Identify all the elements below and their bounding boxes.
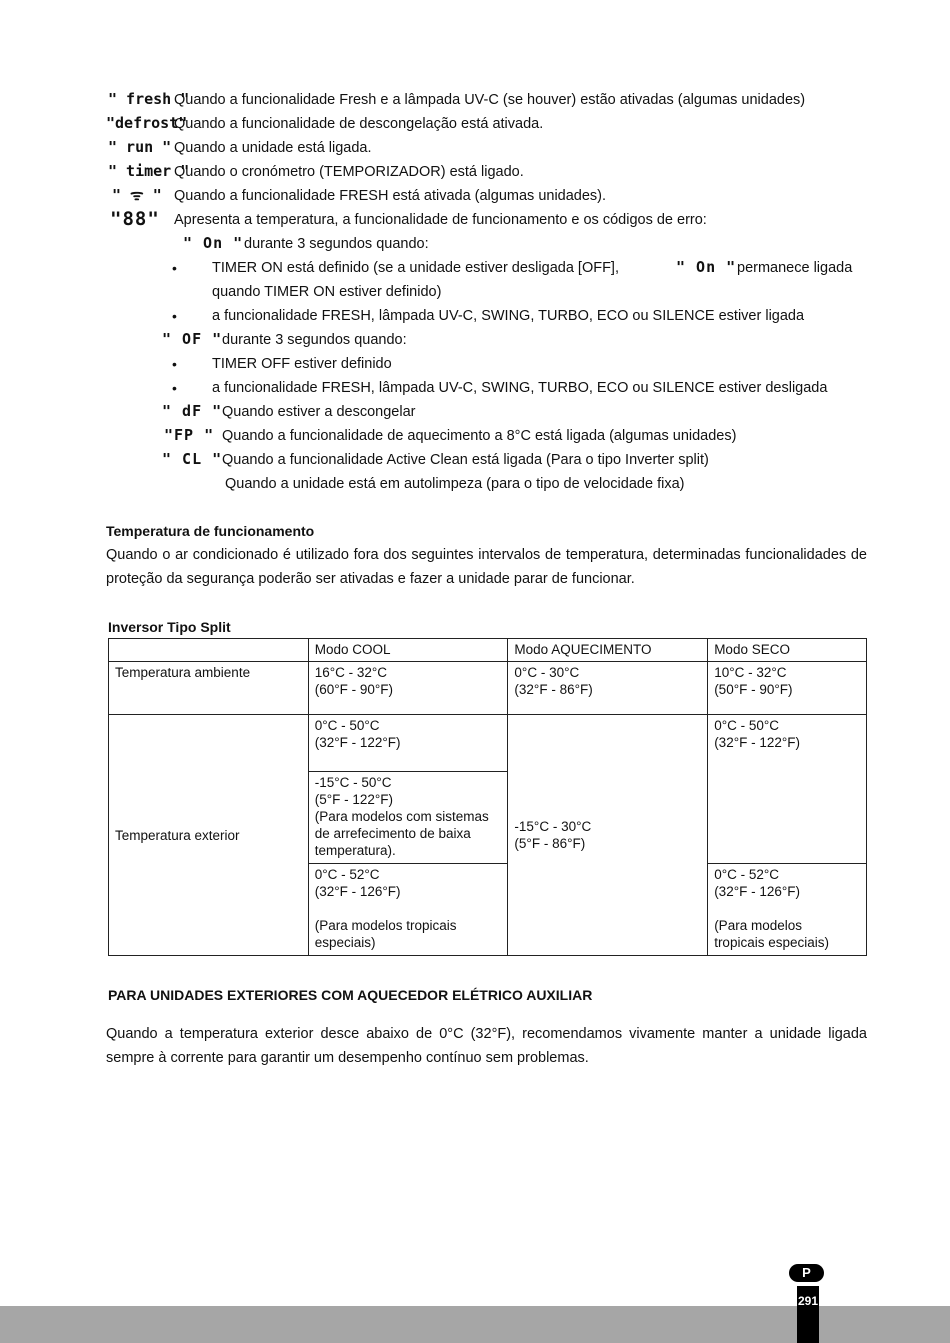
defrost-code-text: Quando estiver a descongelar — [222, 404, 416, 420]
outdoor-label-cell: Temperatura exterior — [109, 715, 309, 956]
language-badge: P — [789, 1264, 824, 1282]
page-number: 291 — [797, 1294, 819, 1308]
timer-indicator-text: Quando o cronómetro (TEMPORIZADOR) está ligado. — [174, 164, 524, 180]
off-bullet-1-text: TIMER OFF estiver definido — [212, 356, 392, 372]
outdoor-heat-cell: -15°C - 30°C (5°F - 86°F) — [508, 715, 708, 956]
table-caption: Inversor Tipo Split — [108, 619, 231, 635]
ambient-label-cell: Temperatura ambiente — [109, 662, 309, 715]
table-header-cell — [109, 639, 309, 662]
off-code-text: durante 3 segundos quando: — [222, 332, 407, 348]
on-bullet-2-text: a funcionalidade FRESH, lâmpada UV-C, SWING, TURBO, ECO ou SILENCE estiver ligada — [212, 308, 805, 324]
ambient-dry-cell: 10°C - 32°C (50°F - 90°F) — [708, 662, 867, 715]
bullet-icon: • — [172, 356, 177, 372]
cl-code-icon: " CL " — [162, 450, 223, 468]
wifi-indicator-text: Quando a funcionalidade FRESH está ativada (algumas unidades). — [174, 188, 607, 204]
fp-code-text: Quando a funcionalidade de aquecimento a 8°C está ligada (algumas unidades) — [222, 428, 737, 444]
defrost-indicator-icon: "defrost" — [106, 114, 188, 132]
table-header-cell: Modo SECO — [708, 639, 867, 662]
fresh-indicator-icon: " fresh " — [108, 90, 190, 108]
fp-code-icon: "FP " — [164, 426, 215, 444]
off-code-icon: " OF " — [162, 330, 223, 348]
on-code-text: durante 3 segundos quando: — [244, 236, 429, 252]
table-header-cell: Modo COOL — [308, 639, 508, 662]
run-indicator-icon: " run " — [108, 138, 172, 156]
temperature-display-icon: "88" — [110, 208, 160, 230]
on-bullet-1-continuation: quando TIMER ON estiver definido) — [212, 284, 442, 300]
wifi-indicator-icon: " ᯤ " — [112, 186, 162, 204]
table-header-row — [109, 639, 867, 662]
temperature-display-text: Apresenta a temperatura, a funcionalidade de funcionamento e os códigos de erro: — [174, 212, 707, 228]
outdoor-cool-cell-2: -15°C - 50°C (5°F - 122°F) (Para modelos com sistemas de arrefecimento de baixa temperatura). — [308, 772, 508, 864]
operating-temp-heading: Temperatura de funcionamento — [106, 523, 315, 539]
on-bullet-1-suffix: permanece ligada — [737, 260, 853, 276]
outdoor-dry-cell-2: 0°C - 52°C (32°F - 126°F) (Para modelos tropicais especiais) — [708, 864, 867, 956]
on-code-inline-icon: " On " — [676, 258, 737, 276]
aux-heater-heading: PARA UNIDADES EXTERIORES COM AQUECEDOR ELÉTRICO AUXILIAR — [108, 987, 593, 1003]
ambient-heat-cell: 0°C - 30°C (32°F - 86°F) — [508, 662, 708, 715]
run-indicator-text: Quando a unidade está ligada. — [174, 140, 372, 156]
defrost-code-icon: " dF " — [162, 402, 223, 420]
outdoor-cool-cell-1: 0°C - 50°C (32°F - 122°F) — [308, 715, 508, 772]
table-row — [109, 662, 867, 715]
temperature-table — [108, 638, 867, 956]
bullet-icon: • — [172, 260, 177, 276]
timer-indicator-icon: " timer " — [108, 162, 190, 180]
fresh-indicator-text: Quando a funcionalidade Fresh e a lâmpada UV-C (se houver) estão ativadas (algumas unidades) — [174, 92, 806, 108]
table-header-cell: Modo AQUECIMENTO — [508, 639, 708, 662]
operating-temp-paragraph: Quando o ar condicionado é utilizado fora dos seguintes intervalos de temperatura, determinadas funcionalidades de proteção da segurança poderão ser ativadas e fazer a unidade parar de funcionar. — [106, 547, 867, 587]
table-row — [109, 715, 867, 772]
bullet-icon: • — [172, 380, 177, 396]
cl-code-extra-text: Quando a unidade está em autolimpeza (para o tipo de velocidade fixa) — [225, 476, 685, 492]
outdoor-cool-cell-3: 0°C - 52°C (32°F - 126°F) (Para modelos tropicais especiais) — [308, 864, 508, 956]
cl-code-text: Quando a funcionalidade Active Clean está ligada (Para o tipo Inverter split) — [222, 452, 709, 468]
outdoor-dry-cell-1: 0°C - 50°C (32°F - 122°F) — [708, 715, 867, 864]
aux-heater-paragraph: Quando a temperatura exterior desce abaixo de 0°C (32°F), recomendamos vivamente manter a unidade ligada sempre à corrente para garantir um desempenho contínuo sem problemas. — [106, 1026, 867, 1066]
on-bullet-1-text: TIMER ON está definido (se a unidade estiver desligada [OFF], — [212, 260, 619, 276]
defrost-indicator-text: Quando a funcionalidade de descongelação está ativada. — [174, 116, 544, 132]
on-code-icon: " On " — [183, 234, 244, 252]
ambient-cool-cell: 16°C - 32°C (60°F - 90°F) — [308, 662, 508, 715]
bullet-icon: • — [172, 308, 177, 324]
off-bullet-2-text: a funcionalidade FRESH, lâmpada UV-C, SWING, TURBO, ECO ou SILENCE estiver desligada — [212, 380, 828, 396]
